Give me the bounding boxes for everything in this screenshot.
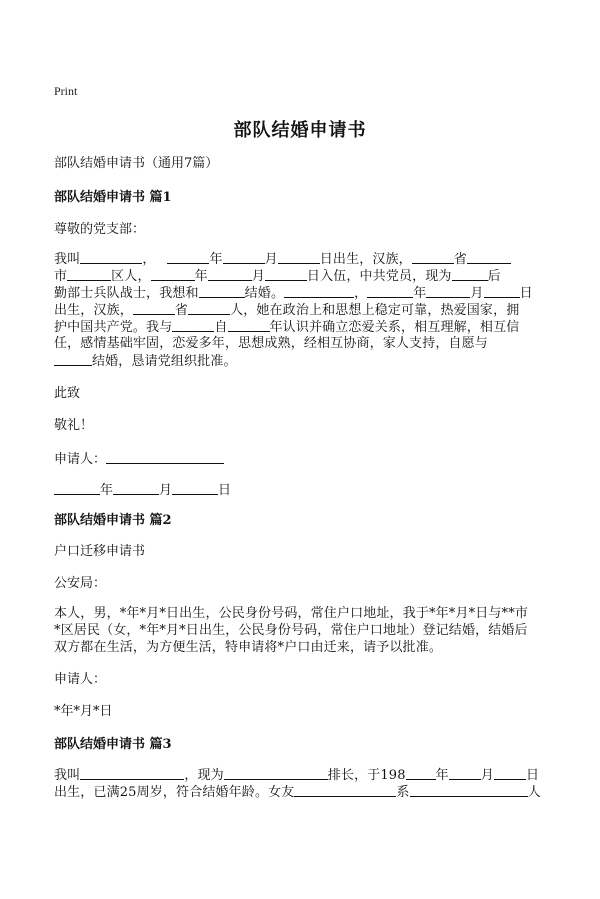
blank-field [406, 767, 436, 780]
section2-subject: 户口迁移申请书 [54, 544, 146, 559]
text-segment: 年 [100, 483, 114, 498]
blank-field [278, 251, 320, 264]
text-segment: 出生，已满25周岁，符合结婚年龄。女友 [54, 785, 295, 800]
text-segment: 月 [480, 768, 494, 783]
section2-date: *年*月*日 [54, 704, 113, 719]
blank-field [199, 285, 245, 298]
section1-line-2 [54, 268, 544, 285]
section2-heading: 部队结婚申请书 篇2 [54, 513, 172, 528]
section2-applicant: 申请人： [54, 672, 107, 687]
text-segment: 日出生，汉族， [319, 252, 412, 267]
section1-line-7 [54, 353, 544, 370]
blank-field [412, 251, 454, 264]
section2-line-1: 本人，男，*年*月*日出生，公民身份号码，常住户口地址，我于*年*月*日与**市 [54, 606, 529, 621]
text-segment: 市 [54, 269, 68, 284]
blank-field [172, 482, 218, 495]
text-segment: 日 [525, 768, 540, 783]
section1-date [54, 482, 544, 499]
text-segment: 后 [487, 269, 501, 284]
section1-closing-1: 此致 [54, 386, 81, 401]
section1-line-1 [54, 251, 544, 268]
section1-line-4 [54, 302, 544, 319]
text-segment: 省 [174, 303, 189, 318]
blank-field [284, 285, 354, 298]
applicant-label: 申请人： [54, 452, 107, 467]
section1-closing-2: 敬礼！ [54, 418, 94, 433]
text-segment: 人 [527, 785, 541, 800]
blank-field [449, 767, 481, 780]
text-segment: 护中国共产党。我与 [54, 320, 173, 335]
section2-salutation: 公安局： [54, 576, 107, 591]
blank-field [228, 319, 270, 332]
text-segment: 月 [251, 269, 265, 284]
text-segment: 月 [470, 286, 484, 301]
text-segment: 人，她在政治上和思想上稳定可靠，热爱国家，拥 [230, 303, 520, 318]
blank-field [133, 302, 175, 315]
blank-field [54, 482, 100, 495]
text-segment: 年 [209, 252, 223, 267]
text-segment: 月 [159, 483, 173, 498]
text-segment: 出生，汉族， [54, 303, 133, 318]
blank-field [484, 285, 520, 298]
blank-field [410, 784, 528, 797]
section1-salutation: 尊敬的党支部： [54, 222, 146, 237]
blank-field [426, 285, 470, 298]
text-segment: ，现为 [184, 768, 224, 783]
text-segment: 日入伍，中共党员，现为 [306, 269, 452, 284]
text-segment: ， [142, 252, 156, 267]
blank-field [223, 251, 265, 264]
blank-field [172, 319, 214, 332]
blank-field [80, 251, 142, 264]
section1-heading: 部队结婚申请书 篇1 [54, 190, 172, 205]
signature-blank [106, 451, 224, 464]
text-segment: 年 [413, 286, 427, 301]
blank-field [113, 482, 159, 495]
text-segment: 年 [435, 768, 449, 783]
section3-line-2 [54, 784, 544, 801]
text-segment: 系 [396, 785, 410, 800]
section2-line-3: 双方都在生活，为方便生活，特申请将*户口由迁来，请予以批准。 [54, 640, 443, 655]
blank-field [224, 767, 328, 780]
text-segment: 月 [264, 252, 278, 267]
section1-line-6: 任，感情基础牢固，恋爱多年，思想成熟，经相互协商，家人支持，自愿与 [54, 336, 488, 351]
text-segment: 自 [214, 320, 228, 335]
text-segment: 省 [453, 252, 467, 267]
blank-field [208, 268, 252, 281]
blank-field [54, 353, 92, 366]
text-segment: ， [354, 286, 368, 301]
document-subtitle: 部队结婚申请书（通用7篇） [54, 156, 219, 171]
blank-field [80, 767, 184, 780]
blank-field [452, 268, 488, 281]
blank-field [188, 302, 230, 315]
text-segment: 日 [519, 286, 533, 301]
section1-applicant [54, 451, 544, 468]
text-segment: 勤部士兵队战士，我想和 [54, 286, 199, 301]
section2-line-2: *区居民（女，*年*月*日出生，公民身份号码，常住户口地址）登记结婚，结婚后 [54, 623, 528, 638]
text-segment: 我叫 [54, 768, 81, 783]
text-segment: 年 [194, 269, 208, 284]
print-label: Print [54, 84, 78, 98]
text-segment: 结婚。 [244, 286, 285, 301]
section3-line-1 [54, 767, 544, 784]
blank-field [265, 268, 307, 281]
text-segment: 排长，于198 [327, 768, 406, 783]
section1-line-5 [54, 319, 544, 336]
text-segment: 年认识并确立恋爱关系，相互理解，相互信 [269, 320, 520, 335]
text-segment: 日 [218, 483, 232, 498]
section1-line-3 [54, 285, 544, 302]
text-segment: 区人， [111, 269, 151, 284]
document-title: 部队结婚申请书 [233, 120, 367, 141]
text-segment: 结婚，恳请党组织批准。 [92, 354, 237, 369]
blank-field [151, 268, 195, 281]
blank-field [367, 285, 413, 298]
blank-field [294, 784, 396, 797]
blank-field [467, 251, 511, 264]
blank-field [67, 268, 111, 281]
blank-field [167, 251, 209, 264]
section3-heading: 部队结婚申请书 篇3 [54, 737, 172, 752]
blank-field [494, 767, 526, 780]
text-segment: 我叫 [54, 252, 81, 267]
